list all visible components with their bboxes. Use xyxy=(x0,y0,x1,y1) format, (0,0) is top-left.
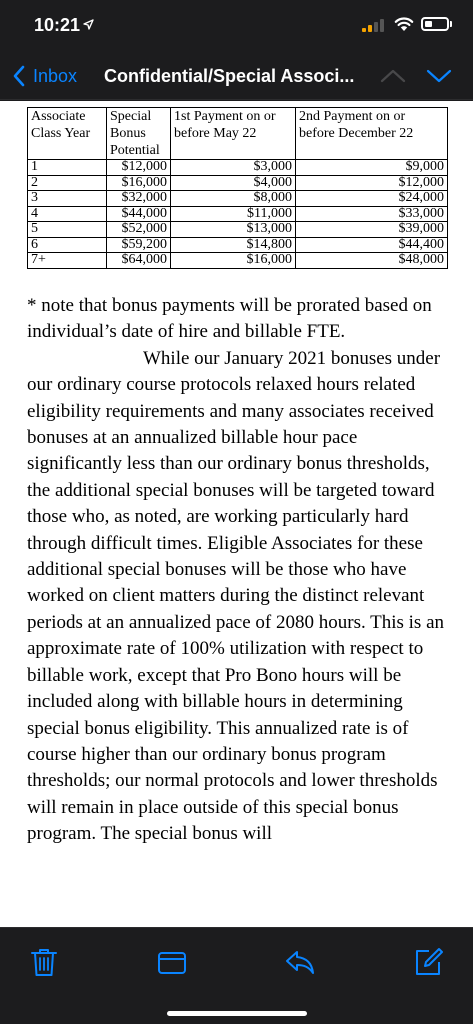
first-payment-cell: $3,000 xyxy=(171,160,296,176)
reply-icon[interactable] xyxy=(285,947,315,977)
back-label: Inbox xyxy=(33,65,78,86)
email-text xyxy=(27,293,453,848)
wifi-icon xyxy=(394,16,414,32)
class-year-cell: 7+ xyxy=(28,253,107,269)
first-payment-cell: $13,000 xyxy=(171,222,296,238)
table-row xyxy=(28,222,448,238)
table-row xyxy=(28,175,448,191)
bottom-toolbar xyxy=(0,927,473,1024)
first-payment-cell: $4,000 xyxy=(171,175,296,191)
chevron-down-icon[interactable] xyxy=(426,66,452,86)
second-payment-cell: $44,400 xyxy=(296,237,448,253)
cellular-signal-icon xyxy=(362,19,386,32)
nav-bar xyxy=(0,54,473,100)
chevron-up-icon[interactable] xyxy=(380,66,406,86)
chevron-left-icon xyxy=(12,65,26,87)
class-year-cell: 3 xyxy=(28,191,107,207)
header-first-payment: 1st Payment on or before May 22 xyxy=(171,108,296,160)
location-arrow-icon xyxy=(83,19,94,30)
back-to-inbox-button[interactable] xyxy=(12,63,77,89)
class-year-cell: 1 xyxy=(28,160,107,176)
table-row xyxy=(28,160,448,176)
table-row xyxy=(28,206,448,222)
battery-icon xyxy=(421,17,449,31)
bonus-potential-cell: $59,200 xyxy=(107,237,171,253)
status-bar xyxy=(0,0,473,54)
home-indicator[interactable] xyxy=(167,1011,307,1016)
header-second-payment: 2nd Payment on or before December 22 xyxy=(296,108,448,160)
compose-icon[interactable] xyxy=(413,947,443,977)
second-payment-cell: $24,000 xyxy=(296,191,448,207)
second-payment-cell: $48,000 xyxy=(296,253,448,269)
table-row xyxy=(28,191,448,207)
status-time: 10:21 xyxy=(34,15,81,35)
trash-icon[interactable] xyxy=(29,947,59,977)
table-row xyxy=(28,253,448,269)
class-year-cell: 2 xyxy=(28,175,107,191)
bonus-potential-cell: $16,000 xyxy=(107,175,171,191)
bonus-potential-cell: $12,000 xyxy=(107,160,171,176)
email-subject-title: Confidential/Special Associ... xyxy=(104,66,355,86)
folder-icon[interactable] xyxy=(157,947,187,977)
header-bonus-potential: Special Bonus Potential xyxy=(107,108,171,160)
first-payment-cell: $11,000 xyxy=(171,206,296,222)
table-row xyxy=(28,237,448,253)
bonus-table xyxy=(27,107,448,269)
first-payment-cell: $14,800 xyxy=(171,237,296,253)
second-payment-cell: $39,000 xyxy=(296,222,448,238)
eligibility-paragraph: While our January 2021 bonuses under our ordinary course protocols relaxed hours related eligibility requirements and many associates received bonuses at an annualized billable hour pace significantly less than our ordinary bonus thresholds, the additional special bonuses will be targeted toward those who, as noted, are working particularly hard through difficult times. Eligible Associates for these additional special bonuses will be those who have worked on client matters during the distinct relevant periods at an annualized pace of 2080 hours. This is an approximate rate of 100% utilization with respect to billable work, except that Pro Bono hours will be included along with billable hours in determining special bonus eligibility. This annualized rate is of course higher than our ordinary bonus program thresholds; our normal protocols and lower thresholds will remain in place outside of this special bonus program. The special bonus will xyxy=(27,347,445,845)
bonus-potential-cell: $52,000 xyxy=(107,222,171,238)
bonus-potential-cell: $64,000 xyxy=(107,253,171,269)
prorate-note: * note that bonus payments will be prorated based on individual’s date of hire and billable FTE. xyxy=(27,295,432,343)
class-year-cell: 5 xyxy=(28,222,107,238)
second-payment-cell: $12,000 xyxy=(296,175,448,191)
bonus-potential-cell: $32,000 xyxy=(107,191,171,207)
email-body[interactable] xyxy=(0,101,473,927)
bonus-potential-cell: $44,000 xyxy=(107,206,171,222)
header-class-year: Associate Class Year xyxy=(28,108,107,160)
first-payment-cell: $8,000 xyxy=(171,191,296,207)
first-payment-cell: $16,000 xyxy=(171,253,296,269)
second-payment-cell: $33,000 xyxy=(296,206,448,222)
class-year-cell: 6 xyxy=(28,237,107,253)
battery-tip xyxy=(450,21,452,27)
class-year-cell: 4 xyxy=(28,206,107,222)
table-header-row xyxy=(28,108,448,160)
second-payment-cell: $9,000 xyxy=(296,160,448,176)
